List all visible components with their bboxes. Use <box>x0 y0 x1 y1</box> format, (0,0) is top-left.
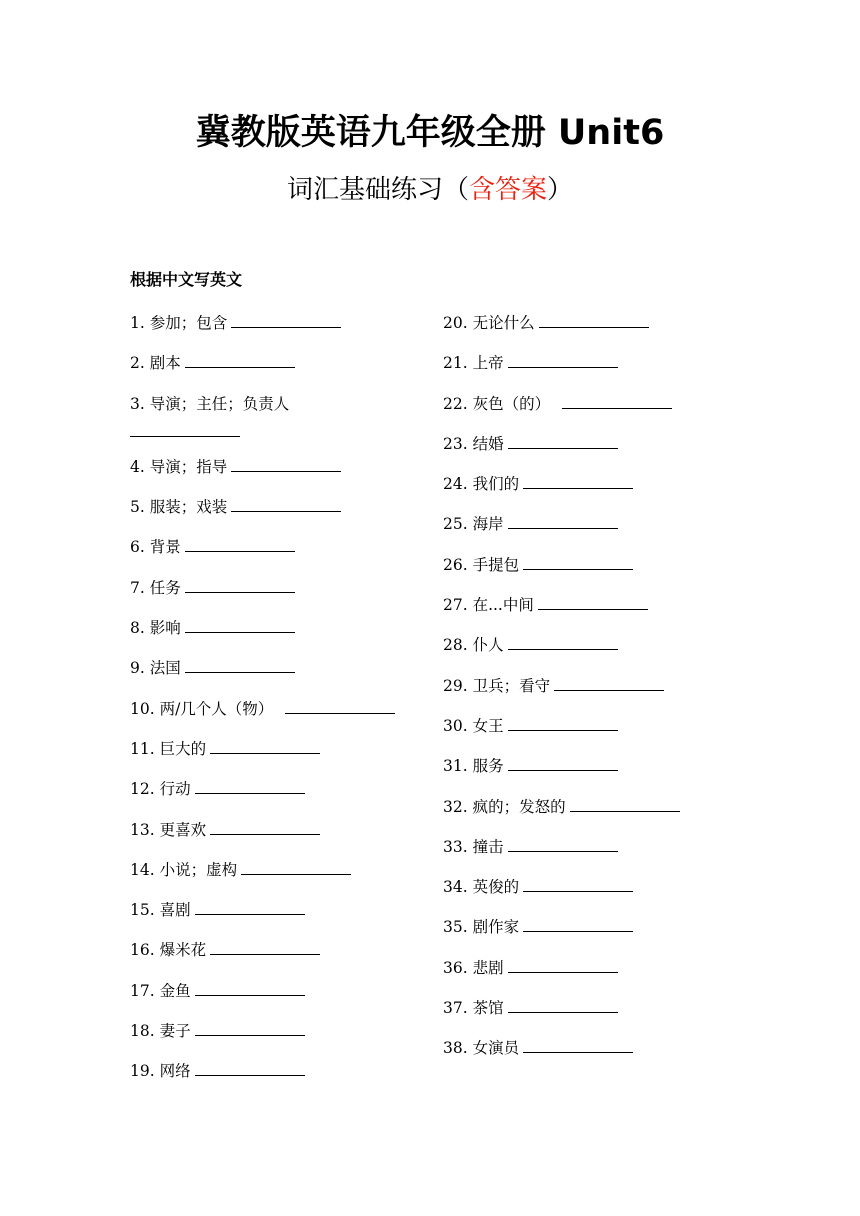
exercise-item <box>443 958 743 978</box>
exercise-item <box>130 1061 420 1081</box>
answer-blank[interactable] <box>523 877 633 892</box>
answer-blank[interactable] <box>195 1021 305 1036</box>
exercise-prompt: 2. 剧本 <box>130 354 181 373</box>
answer-blank[interactable] <box>508 756 618 771</box>
section-heading: 根据中文写英文 <box>130 270 243 289</box>
answer-blank[interactable] <box>508 635 618 650</box>
exercise-prompt: 30. 女王 <box>443 716 504 735</box>
answer-blank[interactable] <box>285 699 395 714</box>
exercise-prompt: 21. 上帝 <box>443 354 504 373</box>
exercise-prompt: 15. 喜剧 <box>130 901 191 920</box>
exercise-item <box>443 877 743 897</box>
answer-blank[interactable] <box>241 860 351 875</box>
exercise-item <box>443 353 743 373</box>
exercise-prompt: 9. 法国 <box>130 659 181 678</box>
exercise-item <box>443 837 743 857</box>
exercise-item <box>130 457 420 477</box>
answer-blank[interactable] <box>185 618 295 633</box>
answer-blank[interactable] <box>508 837 618 852</box>
answer-blank[interactable] <box>185 578 295 593</box>
exercise-prompt: 12. 行动 <box>130 780 191 799</box>
exercise-prompt: 14. 小说；虚构 <box>130 860 238 879</box>
exercise-item <box>130 1021 420 1041</box>
answer-blank[interactable] <box>508 716 618 731</box>
answer-blank[interactable] <box>508 434 618 449</box>
exercise-prompt: 16. 爆米花 <box>130 941 207 960</box>
exercise-item <box>443 797 743 817</box>
answer-blank[interactable] <box>185 353 295 368</box>
exercise-prompt: 8. 影响 <box>130 619 181 638</box>
exercise-item <box>130 820 420 840</box>
exercise-prompt: 3. 导演；主任；负责人 <box>130 394 290 413</box>
answer-blank[interactable] <box>523 474 633 489</box>
answer-blank[interactable] <box>185 537 295 552</box>
exercise-item <box>130 353 420 373</box>
exercise-prompt: 18. 妻子 <box>130 1022 191 1041</box>
answer-blank[interactable] <box>195 1061 305 1076</box>
exercise-item <box>130 394 420 437</box>
answer-blank[interactable] <box>231 497 341 512</box>
exercise-item <box>130 739 420 759</box>
exercise-item <box>443 474 743 494</box>
exercise-prompt: 34. 英俊的 <box>443 878 520 897</box>
answer-blank[interactable] <box>195 900 305 915</box>
right-column <box>443 313 743 1079</box>
exercise-prompt: 23. 结婚 <box>443 434 504 453</box>
exercise-item <box>130 313 420 333</box>
exercise-prompt: 24. 我们的 <box>443 475 520 494</box>
exercise-prompt: 32. 疯的；发怒的 <box>443 797 566 816</box>
answer-blank[interactable] <box>523 917 633 932</box>
exercise-prompt: 35. 剧作家 <box>443 918 520 937</box>
exercise-item <box>130 900 420 920</box>
answer-blank[interactable] <box>195 981 305 996</box>
exercise-prompt: 11. 巨大的 <box>130 739 207 758</box>
subtitle-end: ） <box>547 175 574 205</box>
answer-blank[interactable] <box>210 940 320 955</box>
exercise-item <box>443 394 743 414</box>
exercise-prompt: 10. 两/几个人（物） <box>130 699 274 718</box>
exercise-item <box>130 860 420 880</box>
answer-blank[interactable] <box>508 998 618 1013</box>
exercise-prompt: 13. 更喜欢 <box>130 820 207 839</box>
answer-blank[interactable] <box>523 555 633 570</box>
answer-blank[interactable] <box>508 958 618 973</box>
exercise-prompt: 25. 海岸 <box>443 515 504 534</box>
exercise-item <box>130 658 420 678</box>
exercise-item <box>443 676 743 696</box>
exercise-item <box>443 313 743 333</box>
left-column <box>130 313 420 1102</box>
exercise-prompt: 37. 茶馆 <box>443 999 504 1018</box>
exercise-item <box>130 618 420 638</box>
exercise-prompt: 4. 导演；指导 <box>130 457 228 476</box>
exercise-prompt: 36. 悲剧 <box>443 958 504 977</box>
answer-blank[interactable] <box>231 313 341 328</box>
exercise-item <box>130 940 420 960</box>
answer-blank[interactable] <box>210 739 320 754</box>
exercise-item <box>130 578 420 598</box>
answer-blank[interactable] <box>195 779 305 794</box>
exercise-prompt: 1. 参加；包含 <box>130 314 228 332</box>
page-title: 冀教版英语九年级全册 Unit6 <box>195 113 665 153</box>
exercise-item <box>130 981 420 1001</box>
exercise-prompt: 28. 仆人 <box>443 636 504 655</box>
answer-blank[interactable] <box>185 658 295 673</box>
answer-blank[interactable] <box>562 394 672 409</box>
exercise-prompt: 33. 撞击 <box>443 837 504 856</box>
subtitle-answer-note: 含答案 <box>468 175 547 205</box>
answer-blank[interactable] <box>508 353 618 368</box>
answer-blank[interactable] <box>538 595 648 610</box>
exercise-prompt: 19. 网络 <box>130 1062 191 1081</box>
exercise-prompt: 38. 女演员 <box>443 1039 520 1058</box>
exercise-item <box>443 756 743 776</box>
exercise-item <box>443 917 743 937</box>
page-subtitle <box>0 170 860 210</box>
exercise-item <box>443 555 743 575</box>
exercise-item <box>130 779 420 799</box>
exercise-item <box>130 537 420 557</box>
exercise-prompt: 29. 卫兵；看守 <box>443 676 551 695</box>
exercise-item <box>443 635 743 655</box>
exercise-prompt: 26. 手提包 <box>443 555 520 574</box>
answer-blank[interactable] <box>231 457 341 472</box>
exercise-item <box>443 595 743 615</box>
exercise-prompt: 7. 任务 <box>130 578 181 597</box>
answer-blank[interactable] <box>523 1038 633 1053</box>
exercise-prompt: 31. 服务 <box>443 757 504 776</box>
exercise-item <box>130 699 420 719</box>
answer-blank[interactable] <box>508 514 618 529</box>
exercise-item <box>443 1038 743 1058</box>
exercise-item <box>443 716 743 736</box>
exercise-prompt: 17. 金鱼 <box>130 981 191 1000</box>
exercise-item <box>443 434 743 454</box>
exercise-item <box>130 497 420 517</box>
exercise-prompt: 22. 灰色（的） <box>443 394 551 413</box>
exercise-item <box>443 998 743 1018</box>
exercise-prompt: 6. 背景 <box>130 538 181 557</box>
subtitle-main: 词汇基础练习（ <box>286 175 469 205</box>
exercise-prompt: 5. 服装；戏装 <box>130 498 228 517</box>
exercise-item <box>443 514 743 534</box>
answer-blank[interactable] <box>539 313 649 328</box>
answer-blank[interactable] <box>554 676 664 691</box>
answer-blank[interactable] <box>130 422 240 437</box>
answer-blank[interactable] <box>210 820 320 835</box>
exercise-prompt: 20. 无论什么 <box>443 314 535 332</box>
exercise-prompt: 27. 在...中间 <box>443 596 534 615</box>
answer-blank[interactable] <box>570 797 680 812</box>
